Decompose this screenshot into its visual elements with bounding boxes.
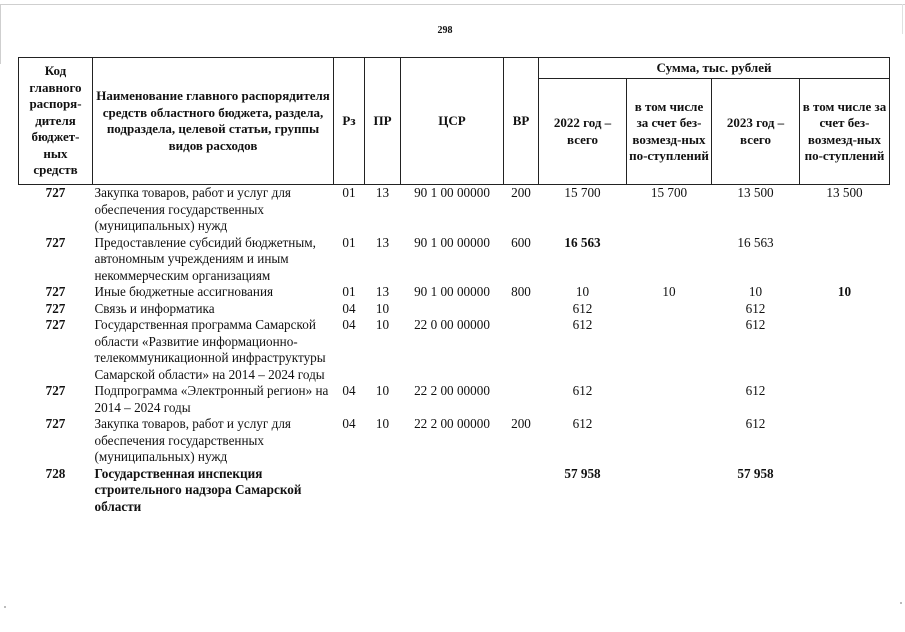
- table-row: [19, 185, 890, 235]
- code-cell: 727: [45, 284, 66, 299]
- free-2023-cell: [800, 317, 890, 383]
- amount-2022-cell: 57 958: [564, 465, 601, 481]
- budget-table: [18, 57, 890, 515]
- rz-cell: [334, 466, 365, 516]
- header-sum: Сумма, тыс. рублей: [539, 58, 890, 79]
- csr-cell: [401, 466, 504, 516]
- amount-2023-cell: 13 500: [737, 185, 774, 200]
- header-2023-total: 2023 год – всего: [712, 79, 800, 185]
- name-cell: Закупка товаров, работ и услуг для обеспечения государственных (муниципальных) нужд: [94, 416, 291, 464]
- vr-cell: 600: [511, 234, 531, 250]
- free-2022-cell: [627, 466, 712, 516]
- table-row: [19, 317, 890, 383]
- pr-cell: 13: [375, 234, 390, 250]
- free-2022-cell: [627, 301, 712, 318]
- free-2023-cell: [800, 301, 890, 318]
- free-2023-cell: [800, 235, 890, 285]
- top-edge-line: [0, 4, 905, 5]
- free-2022-cell: [627, 317, 712, 383]
- vr-cell: [504, 301, 539, 318]
- name-cell: Иные бюджетные ассигнования: [94, 284, 274, 299]
- rz-cell: 01: [342, 284, 356, 299]
- code-cell: 727: [45, 317, 66, 332]
- pr-cell: 10: [375, 317, 390, 332]
- free-2022-cell: 15 700: [650, 185, 688, 200]
- vr-cell: 800: [511, 284, 531, 299]
- right-edge-mark: [902, 4, 903, 34]
- code-cell: 728: [45, 465, 66, 481]
- table-row: [19, 235, 890, 285]
- amount-2023-cell: 612: [745, 416, 766, 431]
- page-number: 298: [437, 25, 453, 36]
- amount-2022-cell: 612: [572, 300, 593, 316]
- table-header: [19, 58, 890, 185]
- table-row: [19, 416, 890, 466]
- pr-cell: 13: [375, 185, 390, 200]
- free-2023-cell: [800, 383, 890, 416]
- name-cell: Закупка товаров, работ и услуг для обеспечения государственных (муниципальных) нужд: [94, 185, 291, 233]
- code-cell: 727: [45, 383, 66, 398]
- rz-cell: 04: [342, 300, 356, 316]
- table-row: [19, 301, 890, 318]
- free-2023-cell: 10: [837, 284, 852, 299]
- name-cell: Государственная инспекция строительного надзора Самарской области: [94, 465, 302, 514]
- csr-cell: 22 2 00 00000: [414, 416, 490, 431]
- rz-cell: 01: [342, 234, 356, 250]
- csr-cell: 22 0 00 00000: [414, 317, 490, 332]
- free-2022-cell: [627, 235, 712, 285]
- amount-2023-cell: 612: [745, 317, 766, 332]
- header-name: Наименование главного распорядителя средств областного бюджета, раздела, подраздела, целевой статьи, группы видов расходов: [93, 58, 334, 185]
- rz-cell: 04: [342, 383, 356, 398]
- amount-2022-cell: 15 700: [564, 185, 601, 200]
- vr-cell: [504, 383, 539, 416]
- name-cell: Государственная программа Самарской области «Развитие информационно-телекоммуникационной инфраструктуры Самарской области» на 2014 – 2024 годы: [94, 317, 326, 382]
- amount-2023-cell: 16 563: [737, 234, 774, 250]
- rz-cell: 01: [342, 185, 356, 200]
- header-rz: Рз: [334, 58, 365, 185]
- table-row: [19, 284, 890, 301]
- header-2022-total: 2022 год – всего: [539, 79, 627, 185]
- pr-cell: 10: [375, 383, 390, 398]
- pr-cell: [365, 466, 401, 516]
- header-code: Код главного распоря-дителя бюджет-ных средств: [19, 58, 93, 185]
- free-2023-cell: [800, 416, 890, 466]
- csr-cell: [401, 301, 504, 318]
- header-2022-free: в том числе за счет без-возмезд-ных по-ступлений: [627, 79, 712, 185]
- free-2022-cell: [627, 416, 712, 466]
- csr-cell: 90 1 00 00000: [414, 185, 490, 200]
- code-cell: 727: [45, 300, 66, 316]
- amount-2023-cell: 57 958: [737, 465, 774, 481]
- free-2022-cell: [627, 383, 712, 416]
- header-vr: ВР: [504, 58, 539, 185]
- csr-cell: 22 2 00 00000: [414, 383, 490, 398]
- name-cell: Связь и информатика: [94, 300, 215, 316]
- code-cell: 727: [45, 185, 66, 200]
- pr-cell: 10: [375, 416, 390, 431]
- pr-cell: 10: [375, 300, 390, 316]
- amount-2022-cell: 10: [575, 284, 590, 299]
- name-cell: Предоставление субсидий бюджетным, автономным учреждениям и иным некоммерческим организациям: [94, 234, 316, 283]
- amount-2023-cell: 612: [745, 383, 766, 398]
- amount-2023-cell: 612: [745, 300, 766, 316]
- code-cell: 727: [45, 416, 66, 431]
- amount-2023-cell: 10: [748, 284, 763, 299]
- free-2023-cell: 13 500: [826, 185, 863, 200]
- vr-cell: [504, 317, 539, 383]
- amount-2022-cell: 612: [572, 416, 593, 431]
- table-row: [19, 466, 890, 516]
- amount-2022-cell: 612: [572, 317, 593, 332]
- header-2023-free: в том числе за счет без-возмезд-ных по-ступлений: [800, 79, 890, 185]
- code-cell: 727: [45, 234, 66, 250]
- vr-cell: 200: [511, 416, 531, 431]
- table-body: [19, 185, 890, 516]
- table-row: [19, 383, 890, 416]
- csr-cell: 90 1 00 00000: [414, 284, 490, 299]
- amount-2022-cell: 612: [572, 383, 593, 398]
- header-csr: ЦСР: [401, 58, 504, 185]
- rz-cell: 04: [342, 416, 356, 431]
- pr-cell: 13: [375, 284, 390, 299]
- csr-cell: 90 1 00 00000: [414, 234, 490, 250]
- scan-speck: [900, 602, 902, 604]
- header-pr: ПР: [365, 58, 401, 185]
- free-2023-cell: [800, 466, 890, 516]
- free-2022-cell: 10: [662, 284, 676, 299]
- name-cell: Подпрограмма «Электронный регион» на 2014 – 2024 годы: [94, 383, 329, 415]
- vr-cell: [504, 466, 539, 516]
- scan-speck: [4, 606, 6, 608]
- rz-cell: 04: [342, 317, 356, 332]
- vr-cell: 200: [511, 185, 531, 200]
- amount-2022-cell: 16 563: [564, 234, 601, 250]
